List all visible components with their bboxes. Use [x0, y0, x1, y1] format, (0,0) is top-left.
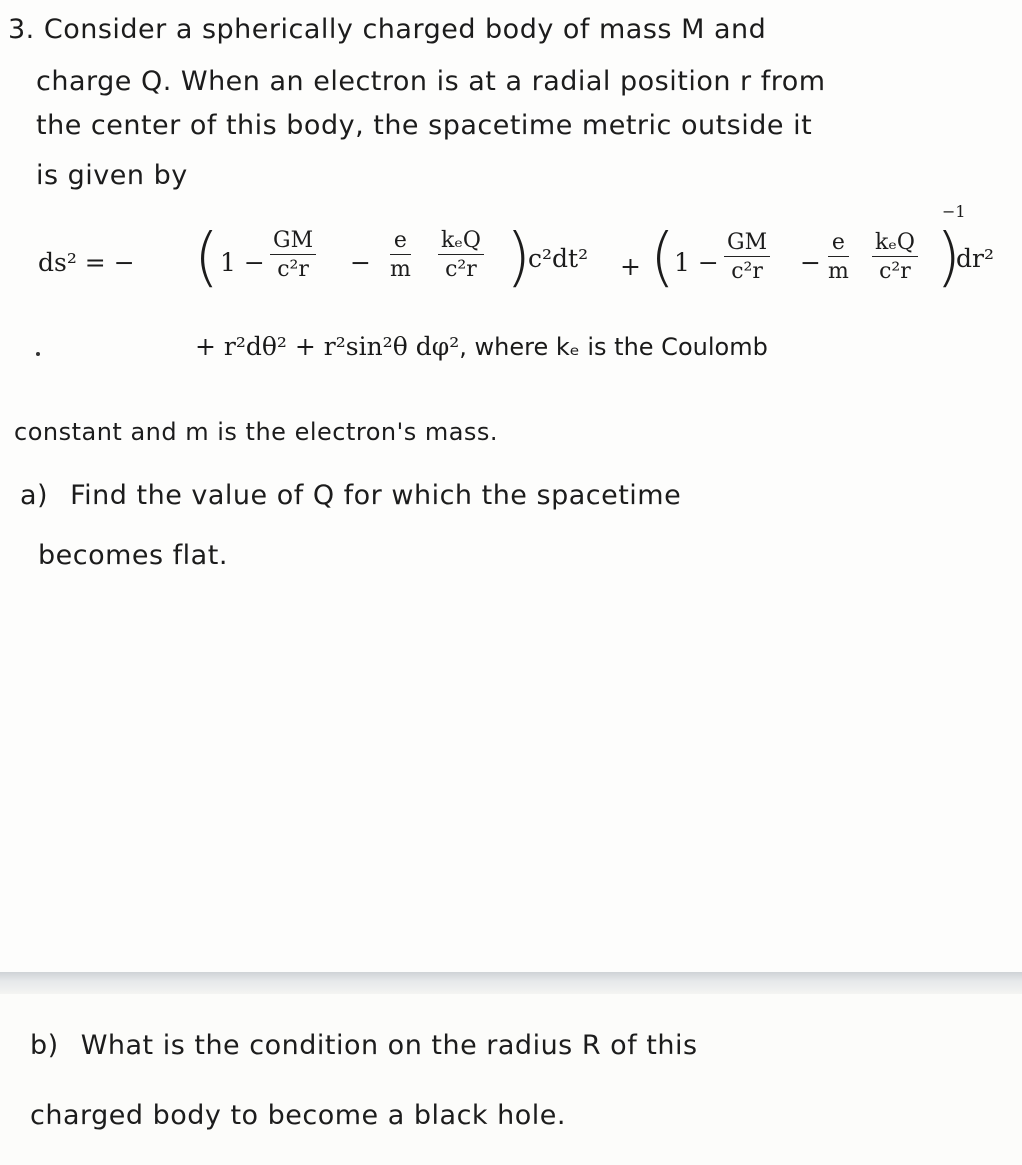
gm-denominator-2: c²r	[731, 259, 763, 284]
part-a-label: a)	[20, 480, 49, 511]
e-fraction-2	[828, 230, 849, 284]
kq-numerator: kₑQ	[438, 228, 484, 255]
part-a-question	[20, 480, 681, 511]
plus-1: +	[620, 252, 641, 281]
one-minus-1: 1 −	[220, 248, 265, 277]
kq-denominator-2: c²r	[879, 259, 911, 284]
one-minus-2: 1 −	[674, 248, 719, 277]
metric-equation	[38, 202, 1013, 312]
gm-numerator-2: GM	[724, 230, 770, 257]
dr2-term: dr²	[956, 244, 994, 273]
part-b-label: b)	[30, 1030, 59, 1061]
gm-fraction-1	[270, 228, 316, 282]
problem-line-4: is given by	[36, 160, 188, 191]
problem-line-2: charge Q. When an electron is at a radial position r from	[36, 66, 826, 97]
part-b-line-1: What is the condition on the radius R of this	[80, 1030, 698, 1061]
part-a-line-2: becomes flat.	[38, 540, 228, 571]
metric-lhs: ds² = −	[38, 248, 135, 277]
c2dt2-term: c²dt²	[528, 244, 589, 273]
coulomb-note: , where kₑ is the Coulomb	[459, 333, 768, 361]
inverse-exponent: −1	[942, 202, 966, 221]
close-paren-2: )	[936, 221, 961, 295]
e-numerator: e	[390, 228, 411, 255]
page-seam	[0, 972, 1022, 994]
page-lower	[0, 994, 1022, 1165]
kq-numerator-2: kₑQ	[872, 230, 918, 257]
problem-line-1: 3. Consider a spherically charged body of mass M and	[8, 14, 767, 45]
angular-terms: + r²dθ² + r²sin²θ dφ²	[195, 332, 460, 361]
e-fraction-1	[390, 228, 411, 282]
part-a-line-1: Find the value of Q for which the spacetime	[70, 480, 682, 511]
problem-line-3: the center of this body, the spacetime metric outside it	[36, 110, 813, 141]
gm-denominator: c²r	[277, 257, 309, 282]
gm-fraction-2	[724, 230, 770, 284]
e-denominator: m	[390, 257, 411, 282]
open-paren-1: (	[194, 221, 219, 295]
kq-denominator: c²r	[445, 257, 477, 282]
close-paren-1: )	[506, 221, 531, 295]
kq-fraction-1	[438, 228, 484, 282]
open-paren-2: (	[650, 221, 675, 295]
gm-numerator: GM	[270, 228, 316, 255]
kq-fraction-2	[872, 230, 918, 284]
minus-2: −	[800, 248, 821, 277]
e-numerator-2: e	[828, 230, 849, 257]
part-b-line-2: charged body to become a black hole.	[30, 1100, 566, 1131]
stray-dot	[36, 352, 40, 356]
problem-line-6: constant and m is the electron's mass.	[14, 418, 499, 446]
metric-continuation	[195, 332, 768, 361]
part-b-question	[30, 1030, 698, 1061]
e-denominator-2: m	[828, 259, 849, 284]
minus-1: −	[350, 248, 371, 277]
